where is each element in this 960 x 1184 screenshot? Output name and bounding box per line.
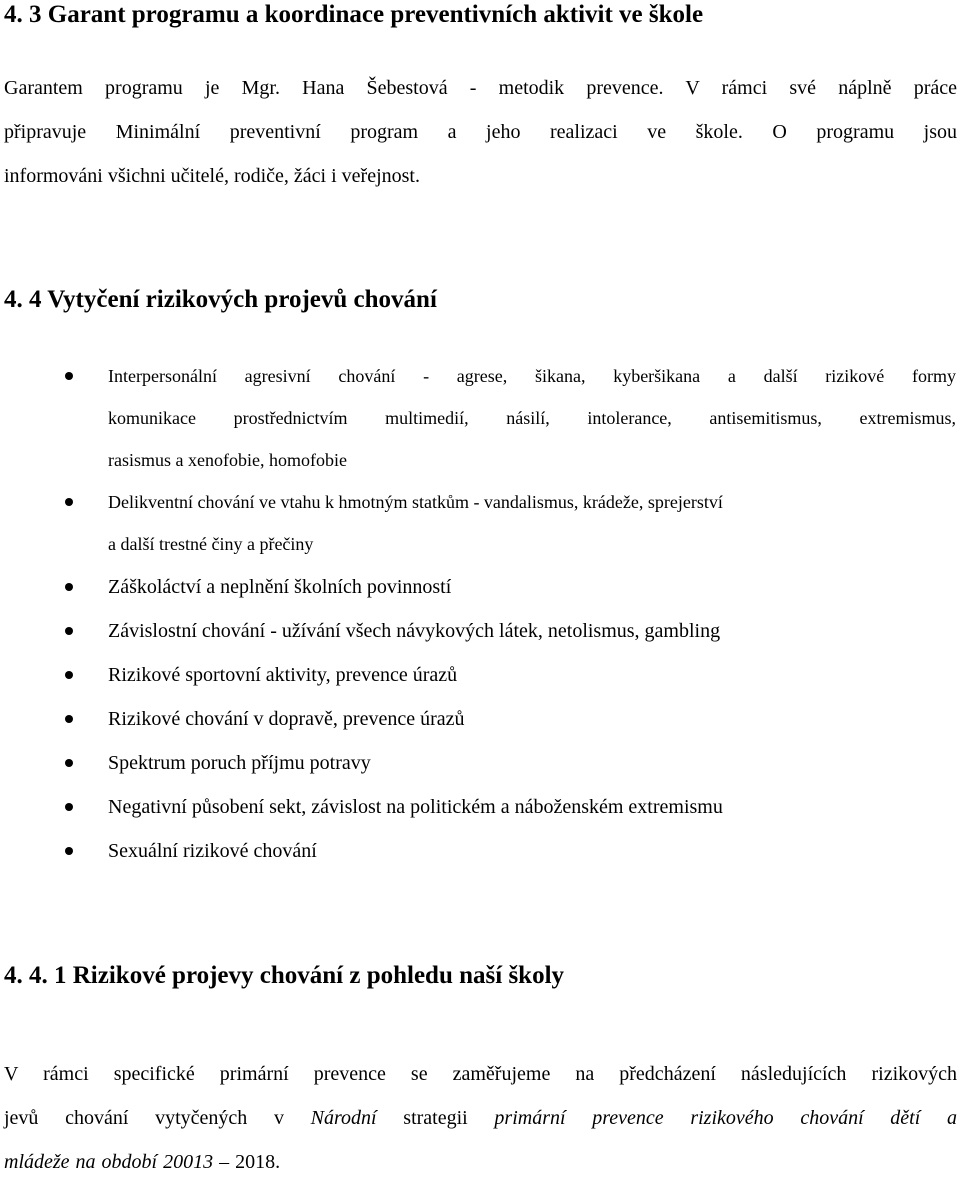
section-heading-4-4: 4. 4 Vytyčení rizikových projevů chování: [4, 286, 437, 313]
bullet-icon: [65, 847, 73, 855]
list-item: [0, 609, 960, 653]
list-item: [0, 481, 960, 565]
text-run: strategii: [376, 1107, 495, 1129]
list-item-line: Sexuální rizikové chování: [108, 840, 317, 862]
section-heading-4-3: 4. 3 Garant programu a koordinace preventivních aktivit ve škole: [4, 1, 704, 28]
list-item-line: Negativní působení sekt, závislost na politickém a náboženském extremismu: [108, 796, 723, 818]
list-item-line: a další trestné činy a přečiny: [108, 534, 314, 554]
garant-paragraph-line: připravuje Minimální preventivní program a jeho realizaci ve škole. O programu jsou: [4, 121, 957, 143]
list-item: [0, 697, 960, 741]
emphasis-text: primární prevence rizikového chování dětí a: [494, 1107, 957, 1129]
text-run: – 2018.: [213, 1151, 281, 1173]
garant-paragraph: [4, 66, 957, 198]
list-item-line: Interpersonální agresivní chování - agrese, šikana, kyberšikana a další rizikové formy: [108, 366, 956, 386]
prevention-paragraph: [4, 1052, 957, 1184]
bullet-icon: [65, 759, 73, 767]
list-item-line: Delikventní chování ve vtahu k hmotným statkům - vandalismus, krádeže, sprejerství: [108, 492, 723, 512]
text-run: jevů chování vytyčených v: [4, 1107, 311, 1129]
list-item: [0, 565, 960, 609]
bullet-icon: [65, 498, 73, 506]
garant-paragraph-line: Garantem programu je Mgr. Hana Šebestová - metodik prevence. V rámci své náplně práce: [4, 77, 957, 99]
list-item-line: Záškoláctví a neplnění školních povinností: [108, 576, 452, 598]
bullet-icon: [65, 715, 73, 723]
bullet-icon: [65, 803, 73, 811]
list-item-line: Rizikové sportovní aktivity, prevence úrazů: [108, 664, 458, 686]
prevention-paragraph-line: V rámci specifické primární prevence se zaměřujeme na předcházení následujících rizikových: [4, 1063, 957, 1085]
list-item: [0, 829, 960, 873]
list-item: [0, 785, 960, 829]
bullet-icon: [65, 671, 73, 679]
list-item-line: Rizikové chování v dopravě, prevence úrazů: [108, 708, 465, 730]
bullet-icon: [65, 583, 73, 591]
bullet-icon: [65, 372, 73, 380]
prevention-paragraph-line: [4, 1140, 957, 1184]
list-item: [0, 741, 960, 785]
list-item-line: rasismus a xenofobie, homofobie: [108, 450, 347, 470]
emphasis-text: Národní: [310, 1107, 377, 1129]
garant-paragraph-line: informováni všichni učitelé, rodiče, žáci i veřejnost.: [4, 165, 420, 187]
section-heading-4-4-1: 4. 4. 1 Rizikové projevy chování z pohledu naší školy: [4, 962, 565, 989]
risk-behaviour-list: [0, 355, 960, 873]
list-item-line: Spektrum poruch příjmu potravy: [108, 752, 371, 774]
list-item: [0, 355, 960, 481]
emphasis-text: mládeže na období 20013: [4, 1151, 214, 1173]
list-item-line: Závislostní chování - užívání všech návykových látek, netolismus, gambling: [108, 620, 721, 642]
list-item-line: komunikace prostřednictvím multimedií, násilí, intolerance, antisemitismus, extremismus,: [108, 408, 956, 428]
list-item: [0, 653, 960, 697]
bullet-icon: [65, 627, 73, 635]
prevention-paragraph-line: [4, 1096, 957, 1140]
